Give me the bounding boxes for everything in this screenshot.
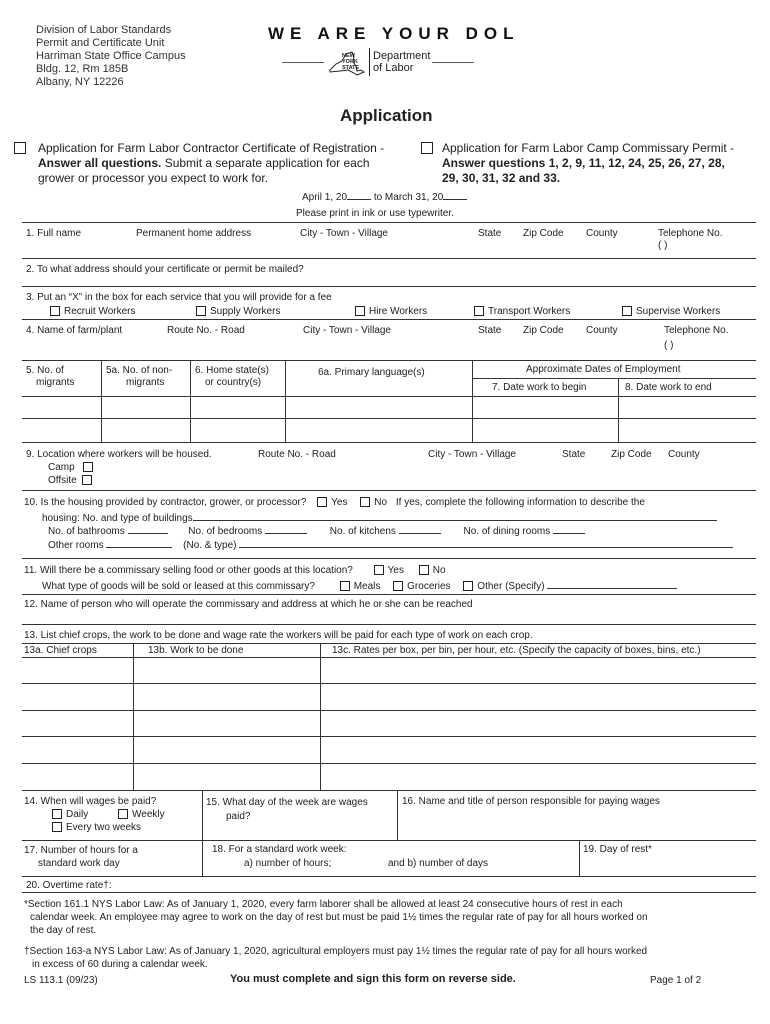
q3-supply xyxy=(196,306,280,317)
bedrooms-label: No. of bedrooms xyxy=(188,526,263,537)
other-rooms-label: Other rooms xyxy=(48,540,104,551)
q13b-label: 13b. Work to be done xyxy=(148,645,244,656)
bathrooms-label: No. of bathrooms xyxy=(48,526,125,537)
agency-address xyxy=(36,24,186,89)
other-rooms-field[interactable] xyxy=(106,538,172,548)
q11-yes-checkbox[interactable] xyxy=(374,565,384,575)
kitchens-field[interactable] xyxy=(399,524,441,534)
q10-yes-checkbox[interactable] xyxy=(317,497,327,507)
start-year-field[interactable] xyxy=(347,190,371,200)
buildings-field[interactable] xyxy=(193,511,717,521)
other-goods-field[interactable] xyxy=(547,579,677,589)
q10-other xyxy=(48,538,733,551)
q11-no-checkbox[interactable] xyxy=(419,565,429,575)
q5a-line1: 5a. No. of non- xyxy=(106,365,173,376)
q3-supervise xyxy=(622,306,720,317)
agency-line: Bldg. 12, Rm 185B xyxy=(36,63,129,75)
period-middle: to March 31, 20 xyxy=(373,192,444,203)
section-161-note xyxy=(24,898,648,937)
q4-phone: Telephone No. xyxy=(664,325,729,336)
q13a-label: 13a. Chief crops xyxy=(24,645,97,656)
section-163a-note xyxy=(24,945,647,971)
note2-line2: in excess of 60 during a calendar week. xyxy=(32,959,208,970)
q10-housing-label: housing: No. and type of buildings xyxy=(42,513,193,524)
q10-yes: Yes xyxy=(331,497,348,508)
transport-checkbox[interactable] xyxy=(474,306,484,316)
employment-dates-heading: Approximate Dates of Employment xyxy=(526,364,681,375)
q18b-label: and b) number of days xyxy=(388,858,489,869)
q11-yes: Yes xyxy=(387,565,404,576)
q1-address: Permanent home address xyxy=(136,228,252,239)
camp-label: Camp xyxy=(48,462,75,473)
q1-full-name: 1. Full name xyxy=(26,228,82,239)
contractor-certificate-text xyxy=(38,141,384,186)
supervise-label: Supervise Workers xyxy=(636,306,721,317)
q20-label: 20. Overtime rate†: xyxy=(26,880,112,891)
department-text: Department xyxy=(373,50,431,62)
q9-county: County xyxy=(668,449,700,460)
q10-no-checkbox[interactable] xyxy=(360,497,370,507)
q10-no: No xyxy=(374,497,388,508)
q1-county: County xyxy=(586,228,618,239)
q10-label xyxy=(24,497,645,508)
goods-question: What type of goods will be sold or leased at this commissary? xyxy=(42,581,315,592)
meals-checkbox[interactable] xyxy=(340,581,350,591)
q9-zip: Zip Code xyxy=(611,449,652,460)
agency-line: Permit and Certificate Unit xyxy=(36,37,165,49)
bathrooms-field[interactable] xyxy=(128,524,168,534)
dining-field[interactable] xyxy=(553,524,585,534)
q9-camp xyxy=(48,462,97,473)
q12-label: 12. Name of person who will operate the commissary and address at which he or she can be reached xyxy=(24,599,473,610)
biweekly-checkbox[interactable] xyxy=(52,822,62,832)
q9-label: 9. Location where workers will be housed. xyxy=(26,449,212,460)
q1-phone: Telephone No. xyxy=(658,228,723,239)
q14-weekly xyxy=(118,809,165,820)
q1-city: City - Town - Village xyxy=(300,228,388,239)
q4-zip: Zip Code xyxy=(523,325,564,336)
q5-line1: 5. No. of xyxy=(26,365,64,376)
q8-end: 8. Date work to end xyxy=(625,382,712,393)
dining-label: No. of dining rooms xyxy=(463,526,551,537)
q16-label: 16. Name and title of person responsible for paying wages xyxy=(402,796,660,807)
commissary-line2: Answer questions 1, 2, 9, 11, 12, 24, 25, 26, 27, 28, xyxy=(442,156,725,170)
supply-label: Supply Workers xyxy=(210,306,281,317)
supply-checkbox[interactable] xyxy=(196,306,206,316)
q1-state: State xyxy=(478,228,502,239)
q4-state: State xyxy=(478,325,502,336)
commissary-permit-text xyxy=(442,141,734,186)
offsite-checkbox[interactable] xyxy=(82,475,92,485)
contractor-line3: grower or processor you expect to work for. xyxy=(38,171,269,185)
q5-migrants xyxy=(26,365,74,389)
q6a-language: 6a. Primary language(s) xyxy=(318,367,425,378)
agency-line: Division of Labor Standards xyxy=(36,24,172,36)
q11-label xyxy=(24,565,446,576)
q10-housing xyxy=(42,511,717,524)
period-start: April 1, 20 xyxy=(302,192,348,203)
q4-farm: 4. Name of farm/plant xyxy=(26,325,123,336)
hire-checkbox[interactable] xyxy=(355,306,365,316)
kitchens-label: No. of kitchens xyxy=(329,526,396,537)
groceries-checkbox[interactable] xyxy=(393,581,403,591)
note1-line2: calendar week. An employee may agree to work on the day of rest but must be paid 1½ times the regular rate of pay for all hours worked on xyxy=(30,912,648,923)
weekly-checkbox[interactable] xyxy=(118,809,128,819)
q6-line2: or country(s) xyxy=(205,377,262,388)
hire-label: Hire Workers xyxy=(369,306,428,317)
agency-line: Albany, NY 12226 xyxy=(36,76,124,88)
biweekly-label: Every two weeks xyxy=(66,822,142,833)
q15-line2: paid? xyxy=(226,811,251,822)
license-period xyxy=(302,190,467,203)
daily-checkbox[interactable] xyxy=(52,809,62,819)
q10-ifyes: If yes, complete the following information to describe the xyxy=(395,497,645,508)
agency-line: Harriman State Office Campus xyxy=(36,50,186,62)
print-instruction: Please print in ink or use typewriter. xyxy=(296,208,454,219)
q11-question: 11. Will there be a commissary selling food or other goods at this location? xyxy=(24,565,353,576)
note1-line1: *Section 161.1 NYS Labor Law: As of January 1, 2020, every farm laborer shall be allowed at least 24 consecutive hours of rest in each xyxy=(24,899,623,910)
q1-zip: Zip Code xyxy=(523,228,564,239)
q5a-nonmigrants xyxy=(106,365,172,389)
page-title: Application xyxy=(340,106,433,125)
q14-daily xyxy=(52,809,88,820)
note2-line1: †Section 163-a NYS Labor Law: As of January 1, 2020, agricultural employers must pay 1½ times the regular rate of pay for all hours worked xyxy=(24,946,648,957)
q14-label: 14. When will wages be paid? xyxy=(24,796,157,807)
q6-line1: 6. Home state(s) xyxy=(195,365,269,376)
notype-field[interactable] xyxy=(239,538,733,548)
q15-line1: 15. What day of the week are wages xyxy=(206,797,368,808)
camp-checkbox[interactable] xyxy=(83,462,93,472)
other-goods-checkbox[interactable] xyxy=(463,581,473,591)
end-year-field[interactable] xyxy=(443,190,467,200)
q19-label: 19. Day of rest* xyxy=(583,844,652,855)
contractor-line2 xyxy=(38,156,384,171)
contractor-line2-rest: Submit a separate application for each xyxy=(161,156,370,170)
q3-label: 3. Put an “X” in the box for each service that you will provide for a fee xyxy=(26,292,332,303)
q4-phone-paren: ( ) xyxy=(664,340,674,351)
commissary-line3: 29, 30, 31, 32 and 33. xyxy=(442,171,561,185)
q18a-label: a) number of hours; xyxy=(244,858,332,869)
q5-line2: migrants xyxy=(36,377,75,388)
notype-label: (No. & type) xyxy=(183,540,237,551)
weekly-label: Weekly xyxy=(132,809,165,820)
groceries-label: Groceries xyxy=(407,581,451,592)
supervise-checkbox[interactable] xyxy=(622,306,632,316)
contractor-bold: Answer all questions. xyxy=(38,156,162,170)
q15-label xyxy=(206,796,368,824)
state-text: NEW YORK STATE xyxy=(342,53,360,71)
q17-line1: 17. Number of hours for a xyxy=(24,845,138,856)
q3-transport xyxy=(474,306,570,317)
recruit-checkbox[interactable] xyxy=(50,306,60,316)
q9-offsite xyxy=(48,475,96,486)
contractor-line1: Application for Farm Labor Contractor Certificate of Registration - xyxy=(38,141,385,155)
q10-rooms xyxy=(48,524,585,537)
other-goods-label: Other (Specify) xyxy=(477,581,545,592)
q3-hire xyxy=(355,306,427,317)
note1-line3: the day of rest. xyxy=(30,925,97,936)
commissary-line1: Application for Farm Labor Camp Commissary Permit - xyxy=(442,141,735,155)
offsite-label: Offsite xyxy=(48,475,77,486)
q10-question: 10. Is the housing provided by contractor, grower, or processor? xyxy=(24,497,307,508)
q1-phone-paren: ( ) xyxy=(658,240,668,251)
commissary-permit-checkbox[interactable] xyxy=(421,142,433,154)
meals-label: Meals xyxy=(353,581,381,592)
form-number: LS 113.1 (09/23) xyxy=(24,975,98,986)
contractor-certificate-checkbox[interactable] xyxy=(14,142,26,154)
page-number: Page 1 of 2 xyxy=(650,975,702,986)
q4-route: Route No. - Road xyxy=(167,325,245,336)
q17-line2: standard work day xyxy=(38,858,120,869)
q9-route: Route No. - Road xyxy=(258,449,336,460)
bedrooms-field[interactable] xyxy=(265,524,307,534)
q3-recruit xyxy=(50,306,136,317)
q9-state: State xyxy=(562,449,586,460)
q17-label xyxy=(24,844,138,870)
q14-biweekly xyxy=(52,822,141,833)
sign-instruction: You must complete and sign this form on reverse side. xyxy=(230,973,516,985)
q11-goods xyxy=(42,579,677,592)
q9-city: City - Town - Village xyxy=(428,449,516,460)
recruit-label: Recruit Workers xyxy=(64,306,136,317)
q6-home-state xyxy=(195,365,269,389)
q4-city: City - Town - Village xyxy=(303,325,391,336)
q5a-line2: migrants xyxy=(126,377,165,388)
nys-dol-logo xyxy=(282,44,497,80)
q13c-label: 13c. Rates per box, per bin, per hour, etc. (Specify the capacity of boxes, bins, etc.) xyxy=(332,645,701,656)
daily-label: Daily xyxy=(66,809,89,820)
q4-county: County xyxy=(586,325,618,336)
q13-label: 13. List chief crops, the work to be done and wage rate the workers will be paid for each type of work on each crop. xyxy=(24,630,533,641)
department-of-labor xyxy=(373,50,430,74)
q7-begin: 7. Date work to begin xyxy=(492,382,587,393)
dol-slogan: WE ARE YOUR DOL xyxy=(268,24,520,43)
q11-no: No xyxy=(432,565,446,576)
transport-label: Transport Workers xyxy=(488,306,571,317)
of-labor-text: of Labor xyxy=(373,62,414,74)
q2-label: 2. To what address should your certificate or permit be mailed? xyxy=(26,264,304,275)
q18-label: 18. For a standard work week: xyxy=(212,844,347,855)
